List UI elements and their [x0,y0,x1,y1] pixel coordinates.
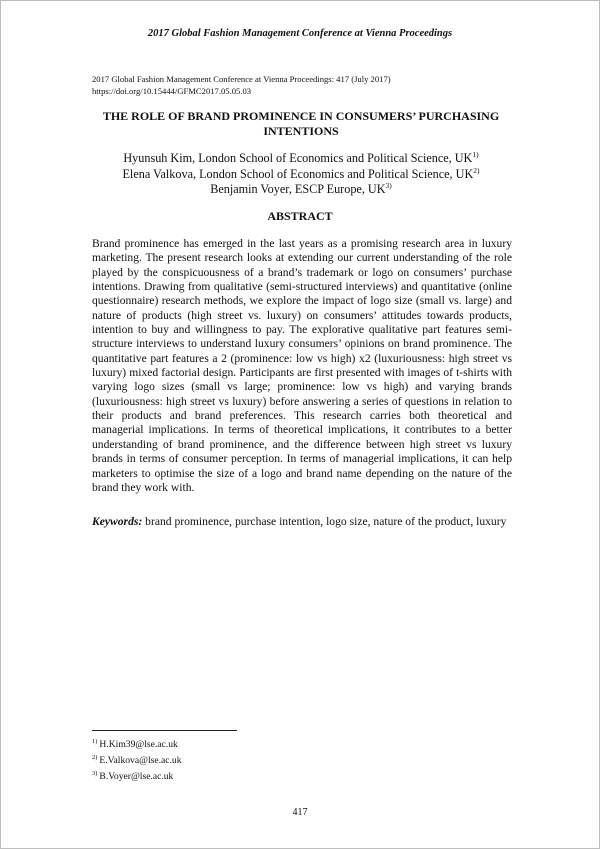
abstract-body: Brand prominence has emerged in the last years as a promising research area in luxury marketing. The present research looks at extending our current understanding of the role played by the conspicuousness of a brand’s trademark or logo on consumers’ purchase intentions. Drawing from qualitative (semi-structured interviews) and quantitative (online questionnaire) research methods, we explore the impact of logo size (small vs. large) and nature of products (high street vs. luxury) on consumers’ attitudes towards products, intention to buy and willingness to pay. The explorative qualitative part features semi-structure interviews to understand luxury consumers’ opinions on brand prominence. The quantitative part features a 2 (prominence: low vs high) x2 (luxuriousness: high street vs luxury) mixed factorial design. Participants are first presented with images of t-shirts with varying logo sizes (small vs large; prominence: low vs high) and varying brands (luxuriousness: high street vs luxury) before answering a series of questions in relation to their products and brand preferences. This research carries both theoretical and managerial implications. In terms of theoretical implications, it contributes to a better understanding of brand prominence, and the difference between high street vs luxury brands in terms of consumer perception. In terms of managerial implications, it can help marketers to optimise the size of a logo and brand name depending on the nature of the brand they work with. [92,237,512,494]
footnote-marker: 2) [473,165,480,175]
author-line [92,182,510,198]
keywords-label: Keywords: [92,515,143,528]
citation-line: 2017 Global Fashion Management Conference at Vienna Proceedings: 417 (July 2017) [92,74,391,84]
running-header: 2017 Global Fashion Management Conference at Vienna Proceedings [147,28,453,39]
keywords-text: brand prominence, purchase intention, logo size, nature of the product, luxury [145,515,507,528]
footnote-item [92,753,392,769]
footnote-marker: 2) [92,754,98,761]
footnote-marker: 3) [385,181,392,190]
page-number: 417 [292,807,308,818]
footnote-marker: 1) [92,738,98,745]
abstract-heading: ABSTRACT [267,209,333,223]
author-line [92,167,510,183]
footnote-item [92,769,392,785]
paper-title: THE ROLE OF BRAND PROMINENCE IN CONSUMERS’ PURCHASING INTENTIONS [102,109,500,138]
author-affiliation: Benjamin Voyer, ESCP Europe, UK [210,182,386,196]
author-line [92,151,510,167]
footnote-email[interactable]: B.Voyer@lse.ac.uk [99,771,174,782]
author-affiliation: Elena Valkova, London School of Economics and Political Science, UK [122,166,474,181]
author-list [92,151,510,198]
citation-block [92,74,512,97]
footnote-email[interactable]: E.Valkova@lse.ac.uk [99,755,182,766]
footnote-item [92,737,392,753]
footnote-marker: 3) [92,770,98,777]
footnotes [92,737,392,785]
footnote-divider [92,730,237,731]
footnote-email[interactable]: H.Kim39@lse.ac.uk [99,739,178,750]
doi-link[interactable]: https://doi.org/10.15444/GFMC2017.05.05.03 [92,85,252,96]
keywords-paragraph [92,515,512,529]
author-affiliation: Hyunsuh Kim, London School of Economics and Political Science, UK [123,151,473,165]
footnote-marker: 1) [472,150,479,159]
